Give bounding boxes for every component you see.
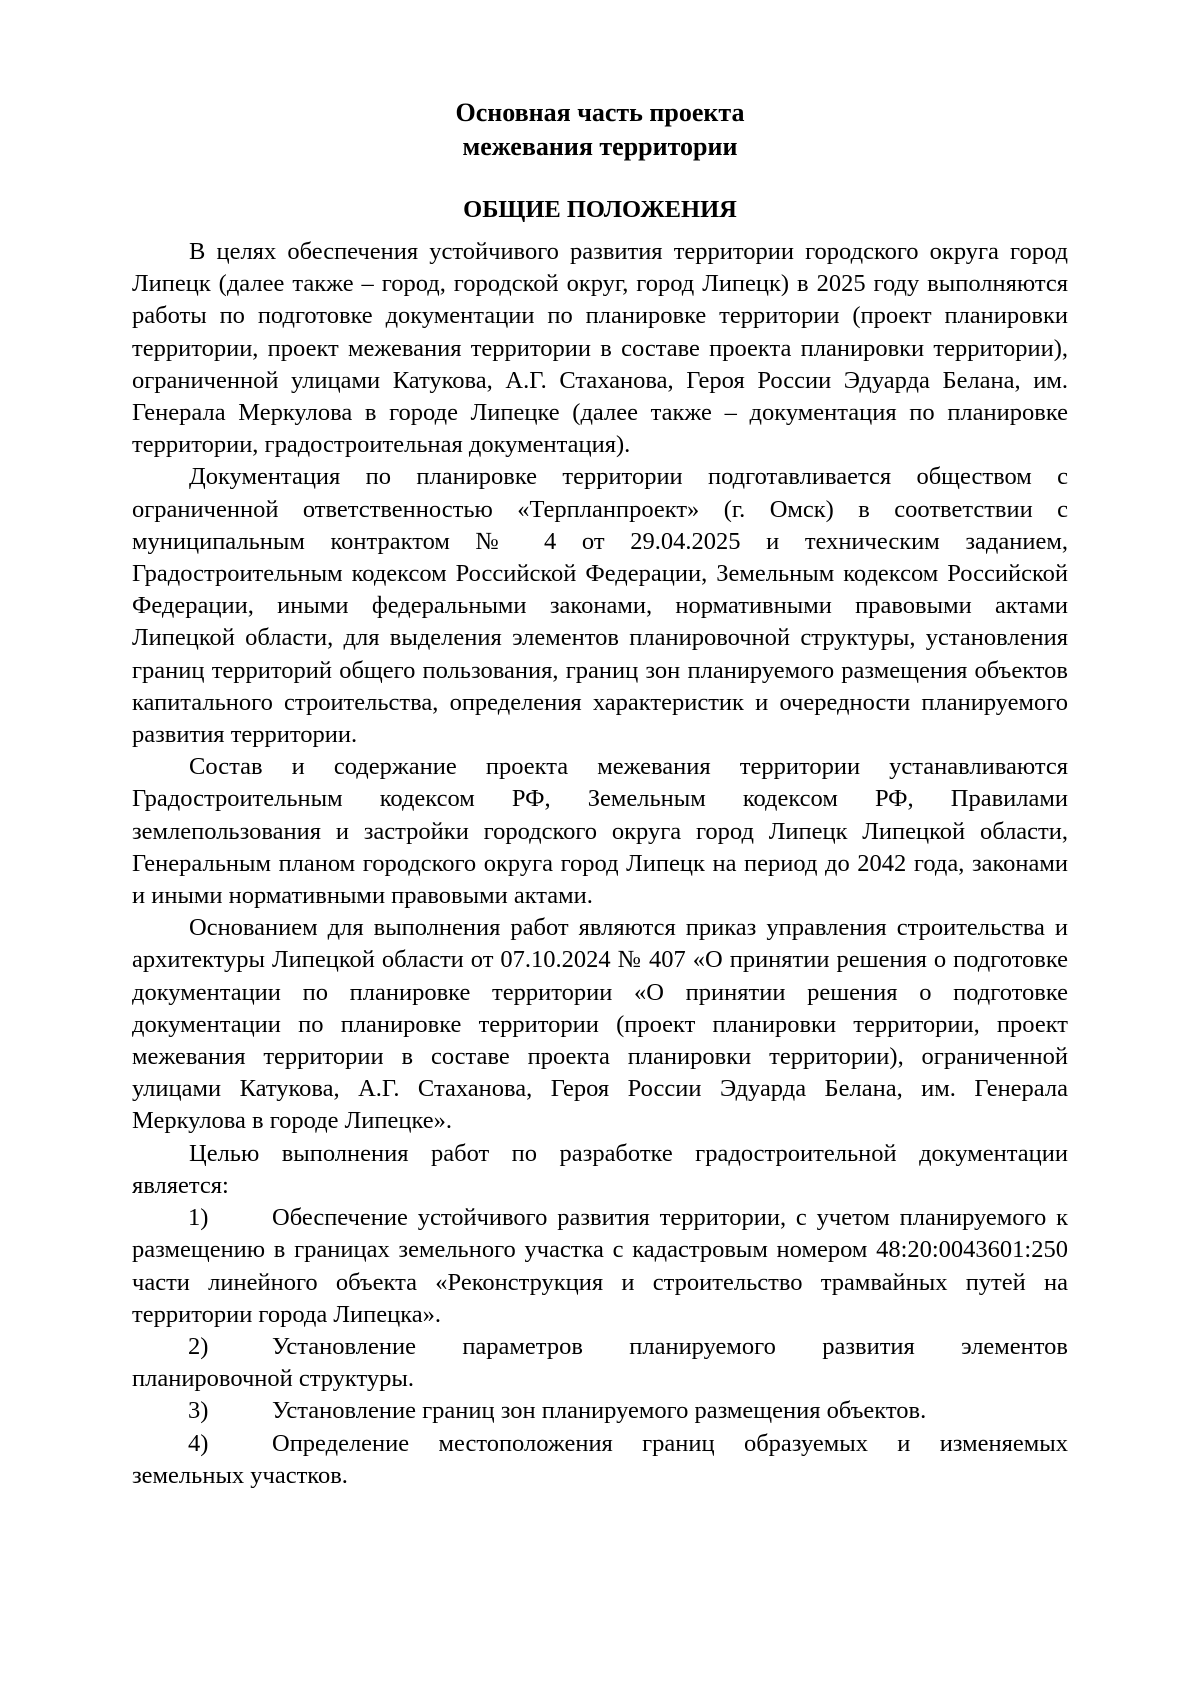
- paragraph-4: Основанием для выполнения работ являются приказ управления строительства и архитектуры Липецкой области от 07.10.2024 № 407 «О принятии решения о подготовке документации по планировке территории «О принятии решения о подготовке документации по планировке территории (проект планировки территории, проект межевания территории в составе проекта планировки территории), ограниченной улицами Катукова, А.Г. Стаханова, Героя России Эдуарда Белана, им. Генерала Меркулова в городе Липецке».: [132, 914, 1068, 1135]
- list-item-text: Обеспечение устойчивого развития территории, с учетом планируемого к размещению в границах земельного участка с кадастровым номером 48:20:0043601:250 части линейного объекта «Реконструкция и строительство трамвайных путей на территории города Липецка».: [132, 1204, 1068, 1328]
- list-item: [132, 1395, 1068, 1427]
- title-line-2: межевания территории: [462, 132, 738, 161]
- paragraph-3: Состав и содержание проекта межевания территории устанавливаются Градостроительным кодексом РФ, Земельным кодексом РФ, Правилами землепользования и застройки городского округа город Липецк Липецкой области, Генеральным планом городского округа город Липецк на период до 2042 года, законами и иными нормативными правовыми актами.: [132, 753, 1068, 910]
- list-item-number: 1): [188, 1204, 209, 1232]
- title-line-1: Основная часть проекта: [455, 98, 745, 127]
- document-title: [132, 96, 1068, 164]
- list-item-number: 3): [188, 1397, 209, 1425]
- list-item-text: Установление параметров планируемого развития элементов планировочной структуры.: [132, 1332, 1068, 1393]
- list-item-number: 2): [188, 1332, 209, 1360]
- paragraph-2: Документация по планировке территории подготавливается обществом с ограниченной ответственностью «Терпланпроект» (г. Омск) в соответствии с муниципальным контрактом № 4 от 29.04.2025 и техническим заданием, Градостроительным кодексом Российской Федерации, Земельным кодексом Российской Федерации, иными федеральными законами, нормативными правовыми актами Липецкой области, для выделения элементов планировочной структуры, установления границ территорий общего пользования, границ зон планируемого размещения объектов капитального строительства, определения характеристик и очередности планируемого развития территории.: [132, 463, 1068, 749]
- list-item-text: Определение местоположения границ образуемых и изменяемых земельных участков.: [132, 1429, 1068, 1489]
- goals-list: [132, 1202, 1068, 1492]
- list-item-text: Установление границ зон планируемого размещения объектов.: [272, 1397, 927, 1425]
- list-item-number: 4): [188, 1429, 209, 1457]
- list-item: [132, 1428, 1068, 1492]
- section-heading: ОБЩИЕ ПОЛОЖЕНИЯ: [463, 196, 737, 223]
- paragraph-1: В целях обеспечения устойчивого развития территории городского округа город Липецк (далее также – город, городской округ, город Липецк) в 2025 году выполняются работы по подготовке документации по планировке территории (проект планировки территории, проект межевания территории в составе проекта планировки территории), ограниченной улицами Катукова, А.Г. Стаханова, Героя России Эдуарда Белана, им. Генерала Меркулова в городе Липецке (далее также – документация по планировке территории, градостроительная документация).: [132, 238, 1068, 459]
- list-item: [132, 1202, 1068, 1331]
- paragraph-5: Целью выполнения работ по разработке градостроительной документации является:: [132, 1139, 1068, 1199]
- list-item: [132, 1331, 1068, 1395]
